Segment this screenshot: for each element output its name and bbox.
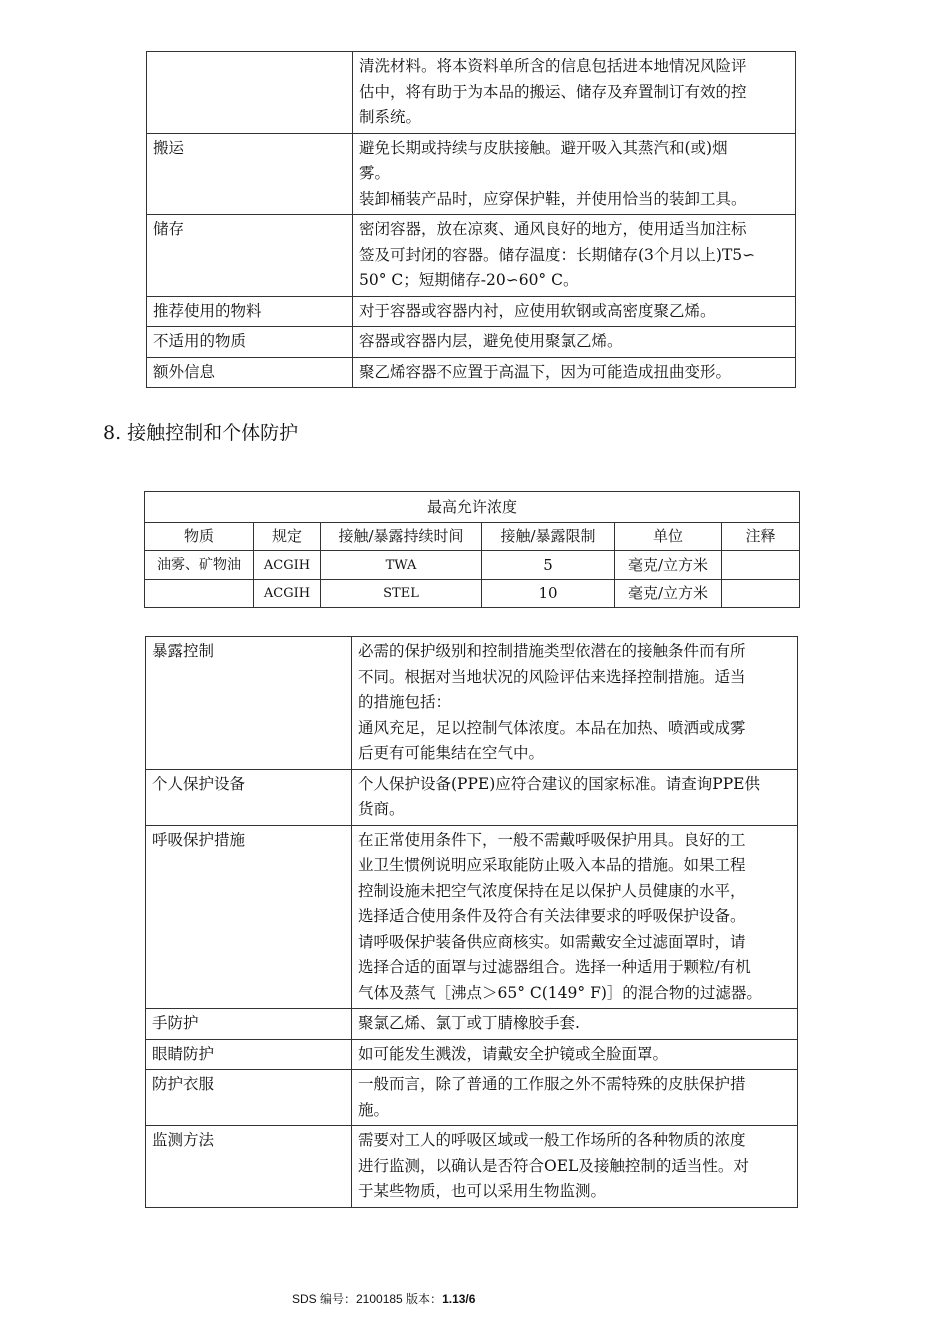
text-line: 的措施包括： xyxy=(358,693,452,711)
table-cell xyxy=(722,551,800,580)
row-label: 眼睛防护 xyxy=(146,1039,352,1070)
text-line: 选择合适的面罩与过滤器组合。选择一种适用于颗粒/有机 xyxy=(358,958,751,976)
row-content xyxy=(353,133,796,215)
table-row xyxy=(146,825,798,1009)
text-line: 进行监测，以确认是否符合OEL及接触控制的适当性。对 xyxy=(358,1156,749,1175)
row-content xyxy=(353,327,796,358)
text-line: 对于容器或容器内衬，应使用软钢或高密度聚乙烯。 xyxy=(359,301,716,320)
row-label: 推荐使用的物料 xyxy=(147,296,353,327)
storage-handling-table xyxy=(146,51,796,388)
footer-version: 1.1 xyxy=(442,1292,459,1306)
column-header: 接触/暴露持续时间 xyxy=(321,523,482,551)
row-content xyxy=(352,1039,798,1070)
text-line: 雾。 xyxy=(359,164,391,182)
table-row xyxy=(147,357,796,388)
table-row xyxy=(147,327,796,358)
table-cell xyxy=(145,580,254,608)
table-header-row xyxy=(145,523,800,551)
text-line: 通风充足，足以控制气体浓度。本品在加热、喷洒或成雾 xyxy=(358,718,746,737)
table-row xyxy=(146,1126,798,1208)
row-label: 额外信息 xyxy=(147,357,353,388)
exposure-limits-table xyxy=(144,491,800,608)
text-line: 选择适合使用条件及符合有关法律要求的呼吸保护设备。 xyxy=(358,907,746,925)
table-row xyxy=(146,1039,798,1070)
table-cell: STEL xyxy=(321,580,482,608)
row-content xyxy=(353,357,796,388)
text-line: 业卫生惯例说明应采取能防止吸入本品的措施。如果工程 xyxy=(358,856,746,874)
row-label: 储存 xyxy=(147,215,353,297)
row-label: 呼吸保护措施 xyxy=(146,825,352,1009)
row-label xyxy=(147,52,353,134)
text-line: 在正常使用条件下，一般不需戴呼吸保护用具。良好的工 xyxy=(358,830,746,849)
text-line: 控制设施未把空气浓度保持在足以保护人员健康的水平， xyxy=(358,881,746,900)
text-line: 50° C；短期储存-20∽60° C。 xyxy=(359,271,579,289)
row-content xyxy=(353,52,796,134)
exposure-controls-table xyxy=(145,636,798,1208)
row-label: 不适用的物质 xyxy=(147,327,353,358)
table-cell: 毫克/立方米 xyxy=(615,580,722,608)
text-line: 不同。根据对当地状况的风险评估来选择控制措施。适当 xyxy=(358,667,746,686)
table-cell: ACGIH xyxy=(254,551,321,580)
table-row xyxy=(145,580,800,608)
text-line: 聚氯乙烯、氯丁或丁腈橡胶手套. xyxy=(358,1014,580,1032)
text-line: 施。 xyxy=(358,1100,390,1119)
table-cell: 毫克/立方米 xyxy=(615,551,722,580)
table-row xyxy=(147,296,796,327)
text-line: 个人保护设备(PPE)应符合建议的国家标准。请查询PPE供 xyxy=(358,774,760,793)
table-cell: ACGIH xyxy=(254,580,321,608)
table-row xyxy=(147,215,796,297)
table-cell: 5 xyxy=(482,551,615,580)
table-caption-row xyxy=(145,492,800,523)
row-label: 手防护 xyxy=(146,1009,352,1040)
row-content xyxy=(352,637,798,770)
text-line: 货商。 xyxy=(358,800,405,818)
row-content xyxy=(352,1009,798,1040)
table-cell: 油雾、矿物油 xyxy=(145,551,254,580)
table-row xyxy=(146,637,798,770)
column-header: 注释 xyxy=(722,523,800,551)
row-content xyxy=(353,215,796,297)
table-row xyxy=(146,1070,798,1126)
table-row xyxy=(146,1009,798,1040)
column-header: 规定 xyxy=(254,523,321,551)
row-label: 防护衣服 xyxy=(146,1070,352,1126)
text-line: 清洗材料。将本资料单所含的信息包括进本地情况风险评 xyxy=(359,57,747,75)
table-row xyxy=(145,551,800,580)
row-label: 个人保护设备 xyxy=(146,769,352,825)
footer-prefix: SDS 编号：2100185 版本： xyxy=(292,1292,443,1306)
text-line: 制系统。 xyxy=(359,108,422,126)
row-content xyxy=(352,1126,798,1208)
text-line: 必需的保护级别和控制措施类型依潜在的接触条件而有所 xyxy=(358,642,746,660)
column-header: 接触/暴露限制 xyxy=(482,523,615,551)
text-line: 密闭容器，放在凉爽、通风良好的地方，使用适当加注标 xyxy=(359,220,747,238)
text-line: 容器或容器内层，避免使用聚氯乙烯。 xyxy=(359,332,623,350)
row-label: 暴露控制 xyxy=(146,637,352,770)
text-line: 聚乙烯容器不应置于高温下，因为可能造成扭曲变形。 xyxy=(359,362,732,381)
text-line: 气体及蒸气［沸点＞65° C(149° F)］的混合物的过滤器。 xyxy=(358,983,762,1002)
row-label: 搬运 xyxy=(147,133,353,215)
text-line: 请呼吸保护装备供应商核实。如需戴安全过滤面罩时，请 xyxy=(358,932,746,951)
table-cell xyxy=(722,580,800,608)
text-line: 装卸桶装产品时，应穿保护鞋，并使用恰当的装卸工具。 xyxy=(359,189,747,208)
text-line: 需要对工人的呼吸区域或一般工作场所的各种物质的浓度 xyxy=(358,1131,746,1149)
table-cell: TWA xyxy=(321,551,482,580)
table-row xyxy=(147,133,796,215)
text-line: 估中，将有助于为本品的搬运、储存及弃置制订有效的控 xyxy=(359,82,747,101)
text-line: 避免长期或持续与皮肤接触。避开吸入其蒸汽和(或)烟 xyxy=(359,138,728,157)
text-line: 后更有可能集结在空气中。 xyxy=(358,744,545,762)
row-content xyxy=(353,296,796,327)
column-header: 单位 xyxy=(615,523,722,551)
text-line: 签及可封闭的容器。储存温度：长期储存(3个月以上)T5∽ xyxy=(359,245,756,264)
row-label: 监测方法 xyxy=(146,1126,352,1208)
row-content xyxy=(352,825,798,1009)
table-row xyxy=(147,52,796,134)
table-caption: 最高允许浓度 xyxy=(145,492,800,523)
footer-page-number: 3/6 xyxy=(458,1292,476,1306)
text-line: 一般而言，除了普通的工作服之外不需特殊的皮肤保护措 xyxy=(358,1075,746,1093)
text-line: 如可能发生溅泼，请戴安全护镜或全脸面罩。 xyxy=(358,1044,669,1063)
text-line: 于某些物质，也可以采用生物监测。 xyxy=(358,1182,607,1200)
section-heading: 8. 接触控制和个体防护 xyxy=(103,422,299,444)
table-row xyxy=(146,769,798,825)
column-header: 物质 xyxy=(145,523,254,551)
row-content xyxy=(352,769,798,825)
page-footer xyxy=(292,1290,475,1307)
table-cell: 10 xyxy=(482,580,615,608)
row-content xyxy=(352,1070,798,1126)
